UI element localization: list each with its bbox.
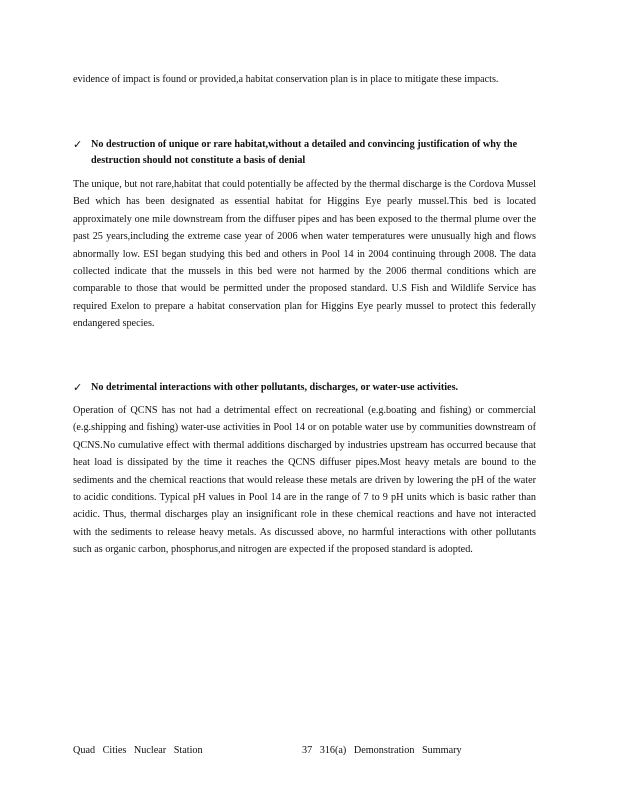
criterion-heading-habitat bbox=[73, 137, 536, 169]
criterion-heading-text: No detrimental interactions with other pollutants, discharges, or water-use activities. bbox=[91, 382, 459, 393]
paragraph-habitat: The unique, but not rare,habitat that could potentially be affected by the thermal discharge is the Cordova Mussel Bed which has been designated as essential habitat for Higgins Eye pearly mussel.This bed is located approximately one mile downstream from the diffuser pipes and has been exposed to the thermal plume over the past 25 years,including the extreme case year of 2006 when water temperatures were unusually high and flows abnormally low. ESI began studying this bed and others in Pool 14 in 2004 continuing through 2008. The data collected indicate that the mussels in this bed were not harmed by the 2006 thermal conditions which are comparable to those that would be permitted under the proposed standard. U.S Fish and Wildlife Service has required Exelon to prepare a habitat conservation plan for Higgins Eye pearly mussel to protect this federally endangered species. bbox=[73, 179, 536, 330]
checkmark-icon: ✓ bbox=[73, 139, 83, 151]
criterion-heading-interactions bbox=[73, 380, 536, 396]
criterion-heading-text: No destruction of unique or rare habitat,without a detailed and convincing justification of why the destruction should not constitute a basis of denial bbox=[91, 139, 518, 166]
footer-page-label: 37 316(a) Demonstration Summary bbox=[302, 745, 462, 756]
checkmark-icon: ✓ bbox=[73, 382, 83, 394]
paragraph-continued: evidence of impact is found or provided,a habitat conservation plan is in place to mitigate these impacts. bbox=[73, 74, 499, 85]
paragraph-interactions: Operation of QCNS has not had a detrimental effect on recreational (e.g.boating and fishing) or commercial (e.g.shipping and fishing) water-use activities in Pool 14 or on potable water use by communities downstream of QCNS.No cumulative effect with thermal additions discharged by industries upstream has occurred because that heat load is dissipated by the time it reaches the QCNS diffuser pipes.Most heavy metals are bound to the sediments and the chemical reactions that would release these metals are driven by lowering the pH of the water to acidic conditions. Typical pH values in Pool 14 are in the range of 7 to 9 pH units which is basic rather than acidic. Thus, thermal discharges play an insignificant role in these chemical reactions and have not interacted with the sediments to release heavy metals. As discussed above, no harmful interactions with other pollutants such as organic carbon, phosphorus,and nitrogen are expected if the proposed standard is adopted. bbox=[73, 405, 536, 556]
footer-station-name: Quad Cities Nuclear Station bbox=[73, 745, 203, 756]
